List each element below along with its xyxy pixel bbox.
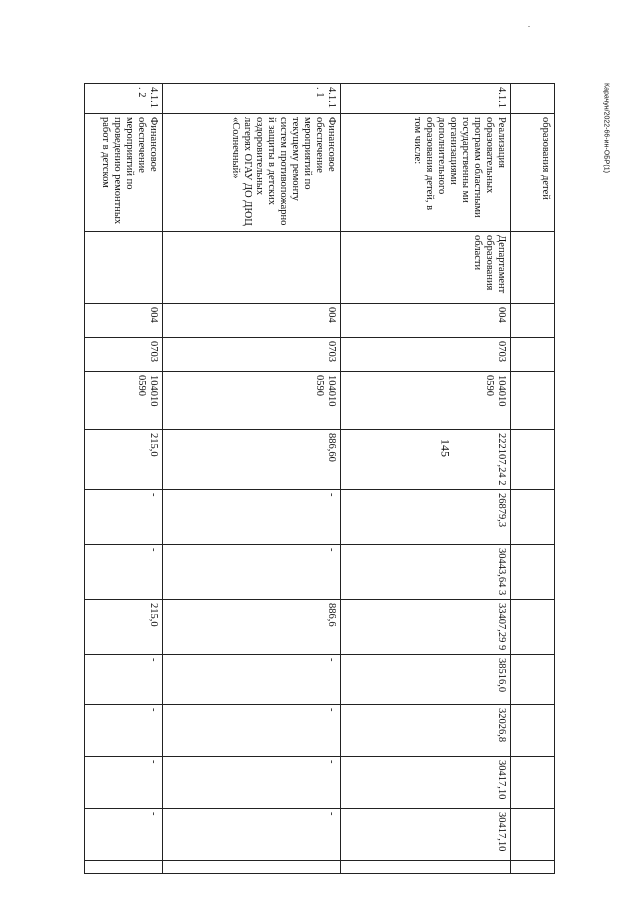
table-cell: - <box>163 705 341 757</box>
table-cell <box>511 232 555 304</box>
table-cell: Реализация образовательных программ областными государственны ми организациями дополнительного образования детей, в том числе: <box>341 114 511 232</box>
table-cell <box>511 338 555 372</box>
table-cell <box>511 600 555 655</box>
table-cell <box>85 232 163 304</box>
table-cell: 26879,3 <box>341 490 511 545</box>
table-cell <box>511 861 555 874</box>
table-row <box>85 84 163 874</box>
table-cell: 0703 <box>85 338 163 372</box>
table-cell: 4.1.1. 2 <box>85 84 163 114</box>
table-cell: 104010 0590 <box>341 372 511 430</box>
table-cell: Финансовое обеспечение мероприятий по проведению ремонтных работ в детском <box>85 114 163 232</box>
table-cell <box>511 545 555 600</box>
table-cell: - <box>85 490 163 545</box>
table-cell: - <box>85 705 163 757</box>
table-cell: 215,0 <box>85 600 163 655</box>
table-cell <box>511 809 555 861</box>
table-cell: 886,60 <box>163 430 341 490</box>
table-cell <box>511 84 555 114</box>
table-cell <box>511 372 555 430</box>
table-cell: - <box>85 655 163 705</box>
table-cell: 30443,64 3 <box>341 545 511 600</box>
table-cell: образования детей <box>511 114 555 232</box>
table-cell <box>511 757 555 809</box>
table-cell: 33407,29 9 <box>341 600 511 655</box>
table-cell: 004 <box>85 304 163 338</box>
table-cell: 32026,8 <box>341 705 511 757</box>
table-cell <box>85 861 163 874</box>
table-cell <box>341 861 511 874</box>
table-cell: - <box>163 490 341 545</box>
table-cell: Финансовое обеспечение мероприятий по текущему ремонту систем противопожарно й защиты в детских оздоровительных лагерях ОГАУ ДО ДЮЦ «Солнечный» <box>163 114 341 232</box>
table-cell: 222107,24 2 <box>341 430 511 490</box>
table-cell: 30417,10 <box>341 757 511 809</box>
table-cell: 0703 <box>341 338 511 372</box>
table-cell <box>511 705 555 757</box>
table-cell: 30417,10 <box>341 809 511 861</box>
table-cell: 215,0 <box>85 430 163 490</box>
table-cell: 0703 <box>163 338 341 372</box>
scan-mark <box>528 26 530 27</box>
table-row <box>511 84 555 874</box>
table-cell: - <box>163 809 341 861</box>
table-cell: - <box>85 545 163 600</box>
table-cell <box>511 430 555 490</box>
table-cell: - <box>163 545 341 600</box>
table-cell: 004 <box>163 304 341 338</box>
table-cell: 38516,0 <box>341 655 511 705</box>
table-cell: 4.1.1 <box>341 84 511 114</box>
side-note: Карачун/2022-66-ин-ОБР(1) <box>602 83 610 173</box>
table-cell <box>511 490 555 545</box>
table-cell <box>163 232 341 304</box>
table-cell: 104010 0590 <box>163 372 341 430</box>
budget-table <box>84 83 555 874</box>
page-number: 145 <box>438 439 453 457</box>
table-cell: 886,6 <box>163 600 341 655</box>
rotated-table-wrapper <box>85 83 555 852</box>
table-cell: Департамент образования области <box>341 232 511 304</box>
table-cell: - <box>163 655 341 705</box>
table-cell: 004 <box>341 304 511 338</box>
table-cell: - <box>163 757 341 809</box>
table-row <box>163 84 341 874</box>
table-cell: - <box>85 809 163 861</box>
table-cell <box>511 304 555 338</box>
table-row <box>341 84 511 874</box>
table-cell: 4.1.1. 1 <box>163 84 341 114</box>
table-cell: 104010 0590 <box>85 372 163 430</box>
table-cell <box>511 655 555 705</box>
table-cell: - <box>85 757 163 809</box>
table-cell <box>163 861 341 874</box>
